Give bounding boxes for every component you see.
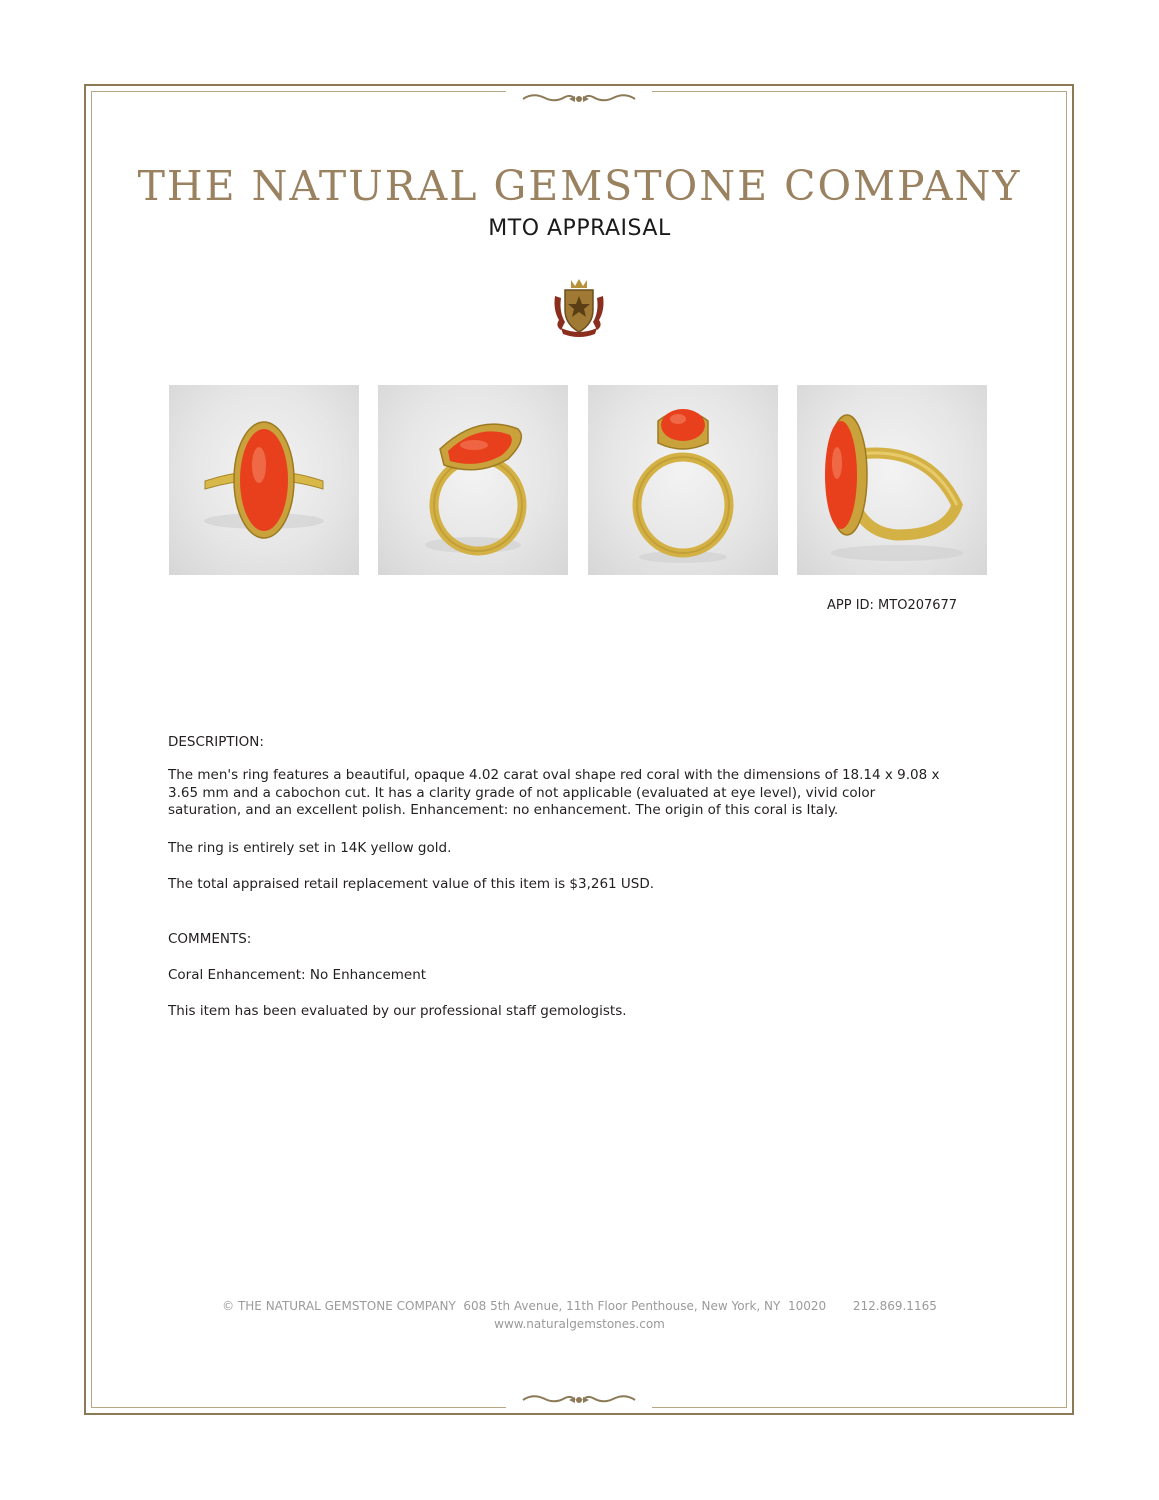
ring-photo-front-view [588,385,778,575]
description-paragraph [168,767,998,820]
top-ornament-icon [506,88,652,110]
footer-address: © THE NATURAL GEMSTONE COMPANY 608 5th Avenue, 11th Floor Penthouse, New York, NY 10020 212.869.1165 [222,1299,937,1313]
enhancement-comment: Coral Enhancement: No Enhancement [168,967,427,983]
appraisal-id: APP ID: MTO207677 [827,598,958,613]
description-line: saturation, and an excellent polish. Enhancement: no enhancement. The origin of this coral is Italy. [168,802,839,818]
company-name: THE NATURAL GEMSTONE COMPANY [137,162,1022,210]
description-heading: DESCRIPTION: [168,734,264,750]
ring-photo-side-view [797,385,987,575]
comments-heading: COMMENTS: [168,931,252,947]
setting-statement: The ring is entirely set in 14K yellow gold. [168,840,452,856]
footer-website: www.naturalgemstones.com [494,1317,665,1331]
description-line: The men's ring features a beautiful, opaque 4.02 carat oval shape red coral with the dimensions of 18.14 x 9.08 x [168,767,940,783]
document-type: MTO APPRAISAL [488,216,671,241]
appraised-value-statement: The total appraised retail replacement value of this item is $3,261 USD. [168,876,655,892]
ring-photo-top-view [169,385,359,575]
evaluation-comment: This item has been evaluated by our professional staff gemologists. [168,1003,627,1019]
bottom-ornament-icon [506,1389,652,1411]
description-line: 3.65 mm and a cabochon cut. It has a clarity grade of not applicable (evaluated at eye level), vivid color [168,784,876,801]
ring-photo-angled-view [378,385,568,575]
company-crest-icon [549,276,609,338]
